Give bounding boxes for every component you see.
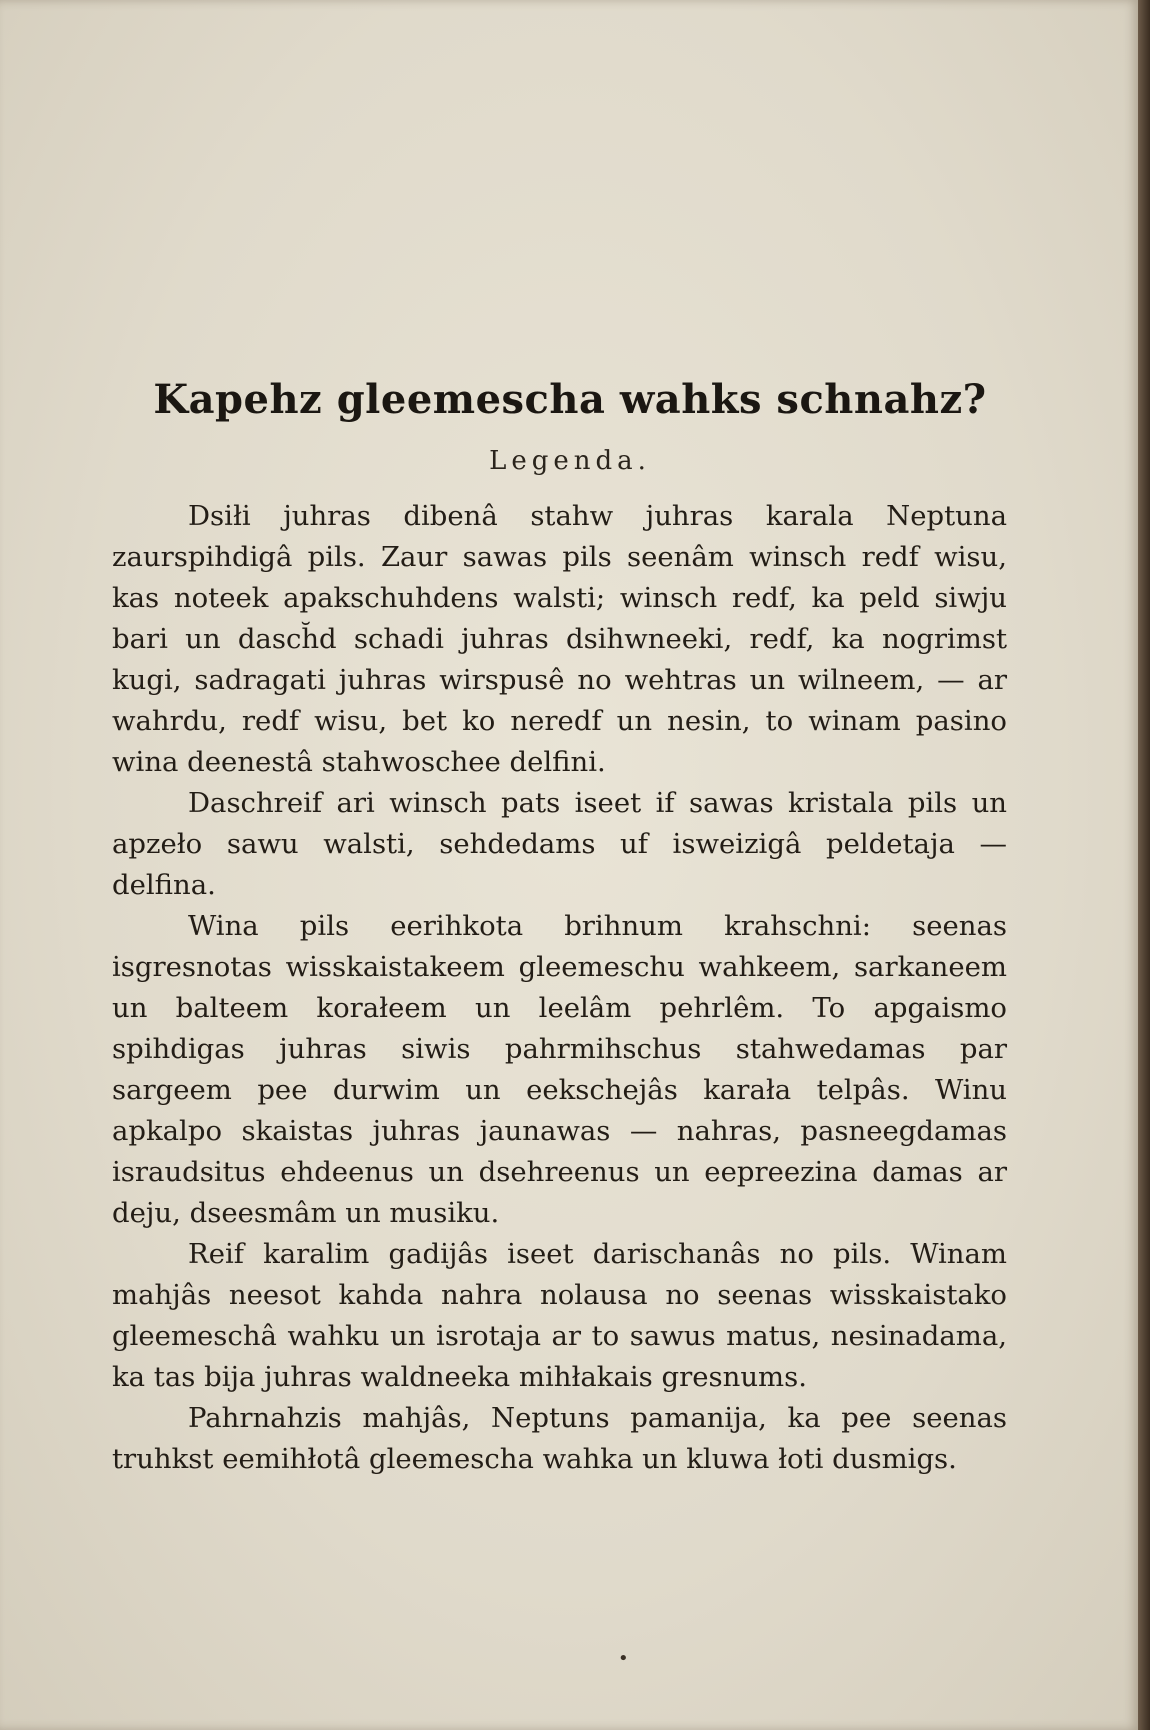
- paragraph: Pahrnahzis mahjâs, Neptuns pamanija, ka pee seenas truhkst eemihłotâ gleemescha wahka un kluwa łoti dusmigs.: [112, 1402, 1007, 1475]
- paragraph: Reif karalim gadijâs iseet darischanâs no pils. Winam mahjâs neesot kahda nahra nolausa no seenas wisskaistako gleemeschâ wahku un isrotaja ar to sawus matus, nesinadama, ka tas bija juhras waldneeka mihłakais gresnums.: [112, 1238, 1007, 1393]
- paragraph: Dsiłi juhras dibenâ stahw juhras karala Neptuna zaurspihdigâ pils. Zaur sawas pils seenâm winsch redf wisu, kas noteek apakschuhdens walsti; winsch redf, ka peld siwju bari un dasch̆d schadi juhras dsihwneeki, redf, ka nogrimst kugi, sadragati juhras wirspusê no wehtras un wilneem, — ar wahrdu, redf wisu, bet ko neredf un nesin, to winam pasino wina deenestâ stahwoschee delfini.: [112, 500, 1007, 778]
- paragraph: Daschreif ari winsch pats iseet if sawas kristala pils un apzeło sawu walsti, sehdedams uf isweizigâ peldetaja — delfina.: [112, 787, 1007, 901]
- subtitle: Legenda.: [489, 446, 651, 476]
- book-spine-edge: [1138, 0, 1150, 1730]
- page-title: Kapehz gleemescha wahks schnahz?: [153, 376, 987, 423]
- paragraph: Wina pils eerihkota brihnum krahschni: seenas isgresnotas wisskaistakeem gleemeschu wahkeem, sarkaneem un balteem korałeem un leelâm pehrlêm. To apgaismo spihdigas juhras siwis pahrmihschus stahwedamas par sargeem pee durwim un eekschejâs karała telpâs. Winu apkalpo skaistas juhras jaunawas — nahras, pasneegdamas israudsitus ehdeenus un dsehreenus un eepreezina damas ar deju, dseesmâm un musiku.: [112, 910, 1007, 1229]
- body-text: [112, 496, 1007, 1480]
- page-mark: •: [618, 1648, 629, 1669]
